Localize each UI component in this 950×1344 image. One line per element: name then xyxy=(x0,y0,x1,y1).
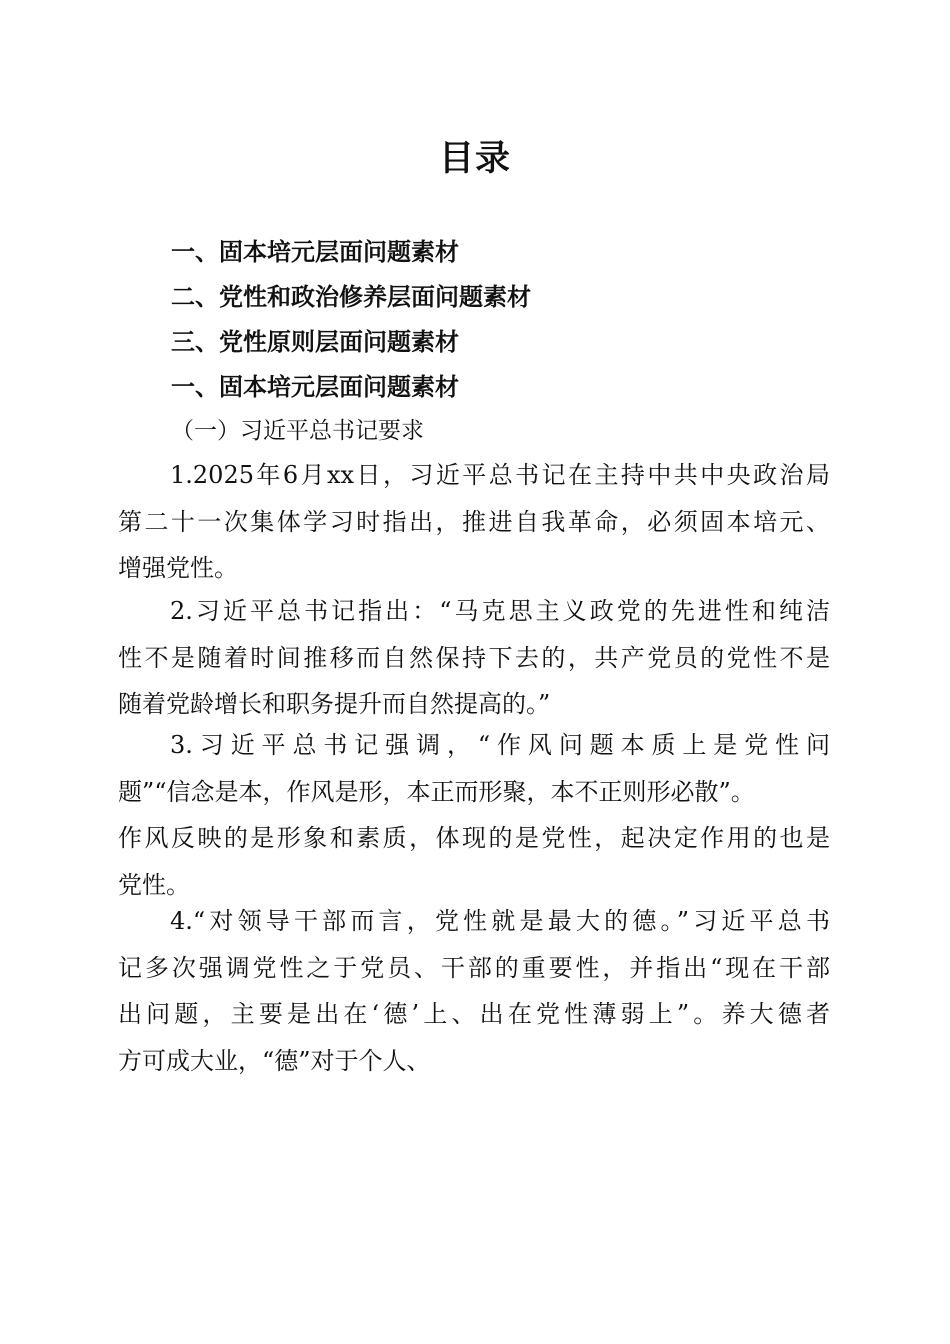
paragraph-line: 第二十一次集体学习时指出，推进自我革命，必须固本培元、 xyxy=(118,507,830,536)
paragraph-line: 题”“信念是本，作风是形，本正而形聚，本不正则形必散”。 xyxy=(118,777,755,806)
paragraph-line: 记多次强调党性之于党员、干部的重要性，并指出“现在干部 xyxy=(118,953,830,982)
paragraph-line: 性不是随着时间推移而自然保持下去的，共产党员的党性不是 xyxy=(118,643,830,672)
paragraph-line: 随着党龄增长和职务提升而自然提高的。” xyxy=(118,690,551,718)
paragraph-line: 2.习近平总书记指出：“马克思主义政党的先进性和纯洁 xyxy=(170,597,830,625)
toc-item[interactable]: 一、固本培元层面问题素材 xyxy=(171,238,459,266)
toc-item[interactable]: 三、党性原则层面问题素材 xyxy=(171,328,459,356)
table-of-contents xyxy=(171,232,871,412)
paragraph-2 xyxy=(118,588,830,728)
paragraph-line: 增强党性。 xyxy=(118,554,238,582)
paragraph-line: 作风反映的是形象和素质，体现的是党性，起决定作用的也是 xyxy=(118,824,830,852)
section-subheading: （一）习近平总书记要求 xyxy=(171,418,424,444)
page-title: 目录 xyxy=(438,138,511,179)
paragraph-line: 3.习近平总书记强调，“作风问题本质上是党性问 xyxy=(170,731,830,759)
paragraph-line: 出问题，主要是出在‘德’上、出在党性薄弱上”。养大德者 xyxy=(118,1000,830,1028)
paragraph-line: 1.2025年6月xx日，习近平总书记在主持中共中央政治局 xyxy=(170,461,830,489)
paragraph-line: 4.“对领导干部而言，党性就是最大的德。”习近平总书 xyxy=(170,907,830,935)
toc-item[interactable]: 二、党性和政治修养层面问题素材 xyxy=(171,283,531,311)
toc-item[interactable]: 一、固本培元层面问题素材 xyxy=(171,373,459,401)
paragraph-line: 党性。 xyxy=(118,870,190,899)
paragraph-3 xyxy=(118,722,830,908)
paragraph-1 xyxy=(118,452,830,592)
paragraph-line: 方可成大业，“德”对于个人、 xyxy=(118,1046,431,1075)
paragraph-4 xyxy=(118,898,830,1084)
